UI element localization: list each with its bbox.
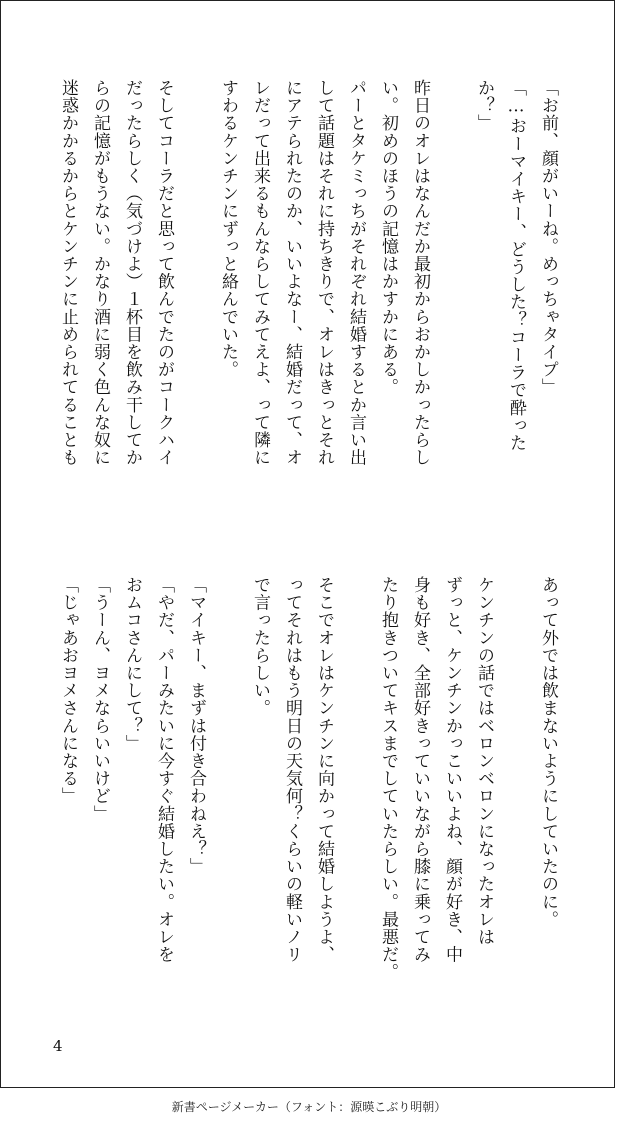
footer-credit: 新書ページメーカー（フォント：源暎こぶり明朝）	[171, 1100, 447, 1114]
text-block-bottom: あって外では飲まないようにしていたのに。 ケンチンの話ではベロンベロンになったオレは ずっと、ケンチンかっこいいよね、顔が好き、中 身も好き、全部好きっていいながら膝に乗ってみ たり抱きついてキスまでしていたらしい。最悪だ。 そこでオレはケンチンに向かって結婚しようよ、 ってそれはもう明日の天気何？くらいの軽いノリ で言ったらしい。 「マイキー、まずは付き合わねえ？」 「やだ、パーみたいに今すぐ結婚したい。オレを おムコさんにして？」 「うーん、ヨメならいいけど」 「じゃあおヨメさんになる」	[58, 576, 558, 981]
page-number: 4	[53, 1037, 63, 1055]
text-block-top: 「お前、顔がいーね。めっちゃタイプ」 「…おーマイキー、どうした？コーラで酔った か？」 昨日のオレはなんだか最初からおかしかったらし い。初めのほうの記憶はかすかにある。 パーとタケミっちがそれぞれ結婚するとか言い出 して話題はそれに持ちきりで、オレはきっとそれ にアテられたのか、いいよなー、結婚だって、オ レだって出来るもんならしてみてえよ、って隣に すわるケンチンにずっと絡んでいた。 そしてコーラだと思って飲んでたのがコークハイ だったらしく（気づけよ）１杯目を飲み干してか らの記憶がもうない。かなり酒に弱く色んな奴に 迷惑かかるからとケンチンに止められてることも	[58, 79, 558, 467]
